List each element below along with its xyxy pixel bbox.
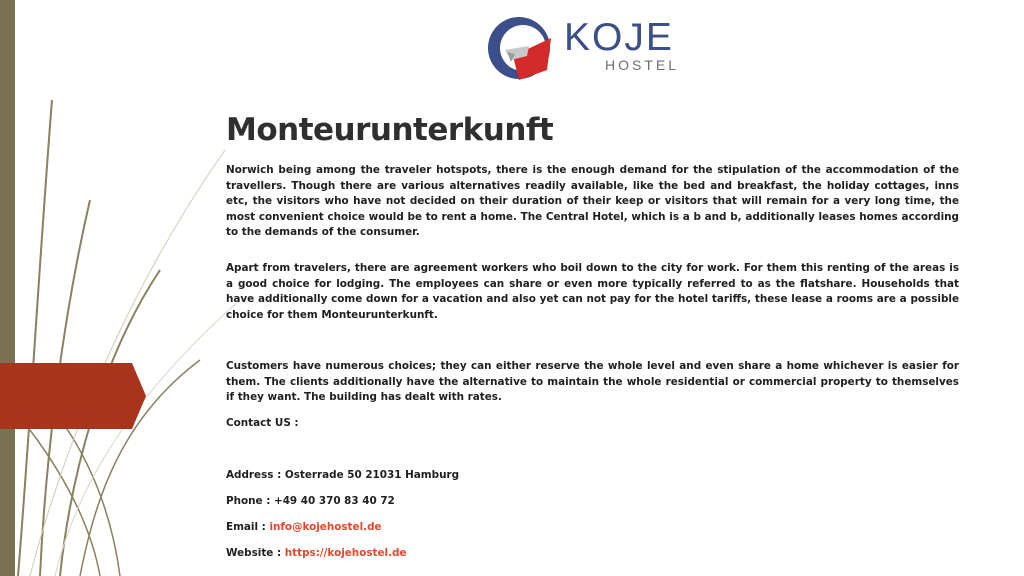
address-line bbox=[226, 468, 459, 484]
contact-heading: Contact US : bbox=[226, 417, 299, 429]
phone-line bbox=[226, 494, 395, 510]
phone-label: Phone : bbox=[226, 495, 274, 507]
email-line bbox=[226, 520, 382, 536]
email-label: Email : bbox=[226, 521, 270, 533]
paragraph-intro: Norwich being among the traveler hotspots, there is the enough demand for the stipulation of the accommodation of the travellers. Though there are various alternatives readily available, like the bed and breakfast, the holiday cottages, inns etc, the visitors who have not decided on their duration of their keep or visitors that will remain for a very long time, the most convenient choice would be to rent a home. The Central Hotel, which is a b and b, additionally leases homes according to the demands of the consumer. bbox=[226, 164, 959, 238]
page-title: Monteurunterkunft bbox=[226, 112, 554, 148]
phone-value: +49 40 370 83 40 72 bbox=[274, 495, 395, 507]
email-link[interactable]: info@kojehostel.de bbox=[269, 521, 382, 533]
website-label: Website : bbox=[226, 547, 285, 559]
logo-wordmark: KOJE bbox=[564, 16, 674, 59]
paragraph-customers: Customers have numerous choices; they can either reserve the whole level and even share a home whichever is easier for them. The clients additionally have the alternative to maintain the whole residential or commercial property to themselves if they want. The building has dealt with rates. bbox=[226, 360, 959, 403]
website-link[interactable]: https://kojehostel.de bbox=[284, 547, 407, 559]
address-label: Address : bbox=[226, 469, 285, 481]
paragraph-workers: Apart from travelers, there are agreement workers who boil down to the city for work. For them this renting of the areas is a good choice for lodging. The employees can share or even more typically referred to as the flatshare. Households that have additionally come down for a vacation and also yet can not pay for the hotel tariffs, these lease a rooms are a possible choice for them Monteurunterkunft. bbox=[226, 262, 959, 321]
decorative-grass-lines bbox=[0, 0, 240, 576]
red-accent-tab bbox=[0, 363, 146, 429]
address-value: Osterrade 50 21031 Hamburg bbox=[284, 469, 460, 481]
logo-subtitle: HOSTEL bbox=[605, 57, 680, 73]
website-line bbox=[226, 546, 407, 562]
